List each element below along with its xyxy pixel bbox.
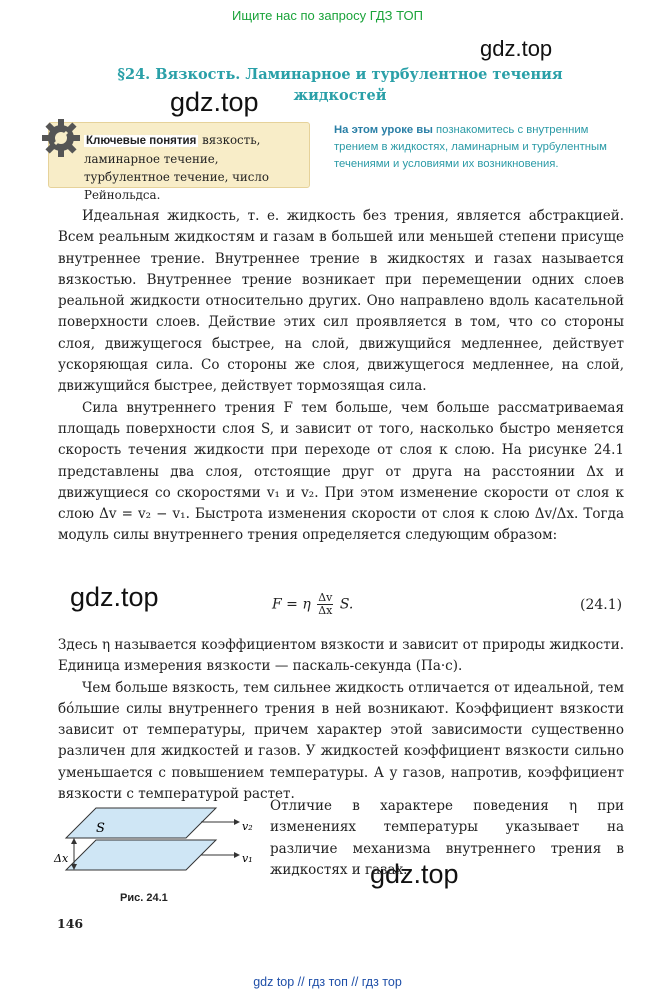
equation-number: (24.1): [580, 597, 623, 613]
formula-lhs: F = η: [272, 596, 311, 613]
formula: [272, 592, 353, 617]
formula-numerator: Δv: [318, 591, 333, 604]
fig-label-v1: v₁: [242, 852, 253, 865]
fig-label-dx: Δx: [54, 852, 69, 865]
formula-rhs: S.: [339, 596, 354, 613]
section-title: [100, 64, 580, 106]
paragraph-2: Сила внутреннего трения F тем больше, чем больше рассматриваемая площадь поверхности слоя S, и зависит от того, насколько быстро меняется скорость течения жидкости при переходе от слоя к слою. На рисунке 24.1 представлены два слоя, отстоящие друг от друга на расстоянии Δx и движущиеся со скоростями v₁ и v₂. При этом изменение скорости от слоя к слою Δv = v₂ − v₁. Быстрота изменения скорости от слоя к слою Δv/Δx. Тогда модуль силы внутреннего трения определяется следующим образом:: [58, 399, 624, 544]
formula-fraction: [317, 592, 333, 617]
page-number: 146: [57, 916, 84, 931]
lesson-goal: [334, 122, 626, 173]
watermark: gdz.top: [480, 36, 553, 61]
paragraph-4: Чем больше вязкость, тем сильнее жидкость отличается от идеальной, тем бóльшие силы внутреннего трения в ней возникают. Коэффициент вязкости зависит от температуры, причем характер этой зависимости существенно различен для жидкостей и газов. У жидкостей коэффициент вязкости сильно уменьшается с повышением температуры. А у газов, напротив, коэффициент вязкости с температурой растет.: [58, 679, 624, 803]
paragraph-5: Отличие в характере поведения η при изменениях температуры указывает на различие механизма внутреннего трения в жидкостях и газах.: [270, 798, 624, 878]
lesson-text: познакомитесь с внутренним трением в жидкостях, ламинарным и турбулентным течениями и условиями их возникновения.: [334, 124, 607, 170]
footer-links[interactable]: gdz top // гдз топ // гдз тор: [253, 975, 402, 989]
formula-denominator: Δx: [318, 604, 333, 617]
lesson-prefix: На этом уроке вы: [334, 124, 433, 136]
watermark: gdz.top: [370, 859, 459, 889]
paragraph-1: Идеальная жидкость, т. е. жидкость без трения, является абстракцией. Всем реальным жидкостям и газам в большей или меньшей степени присуще внутреннее трение. Внутреннее трение в жидкостях и газах называется вязкостью. Внутреннее трение возникает при перемещении одних слоев реальной жидкости относительно других. Оно направлено вдоль касательной поверхности слоев. Действие этих сил проявляется в том, что со стороны слоя, движущегося быстрее, на слой, движущийся медленнее, действует ускоряющая сила. Со стороны же слоя, движущегося медленнее, на слой, движущийся быстрее, действует тормозящая сила.: [58, 208, 624, 395]
key-concepts-label: Ключевые понятия: [86, 135, 197, 147]
body-middle: [58, 635, 624, 805]
watermark: gdz.top: [170, 87, 259, 117]
gear-icon: [40, 117, 82, 159]
body-top: [58, 206, 624, 547]
title-line-2: жидкостей: [293, 87, 387, 104]
fig-label-s: S: [96, 821, 105, 836]
title-line-1: §24. Вязкость. Ламинарное и турбулентное течения: [117, 66, 563, 83]
paragraph-3: Здесь η называется коэффициентом вязкости и зависит от природы жидкости. Единица измерения вязкости — паскаль-секунда (Па·с).: [58, 637, 624, 675]
top-banner[interactable]: Ищите нас по запросу ГДЗ ТОП: [232, 8, 423, 23]
key-concepts-text: [84, 131, 304, 204]
fig-label-v2: v₂: [242, 820, 253, 833]
figure-caption: Рис. 24.1: [120, 892, 168, 904]
watermark: gdz.top: [70, 582, 159, 612]
key-concepts-list: вязкость, ламинарное течение, турбулентное течение, число Рейнольдса.: [84, 133, 269, 202]
